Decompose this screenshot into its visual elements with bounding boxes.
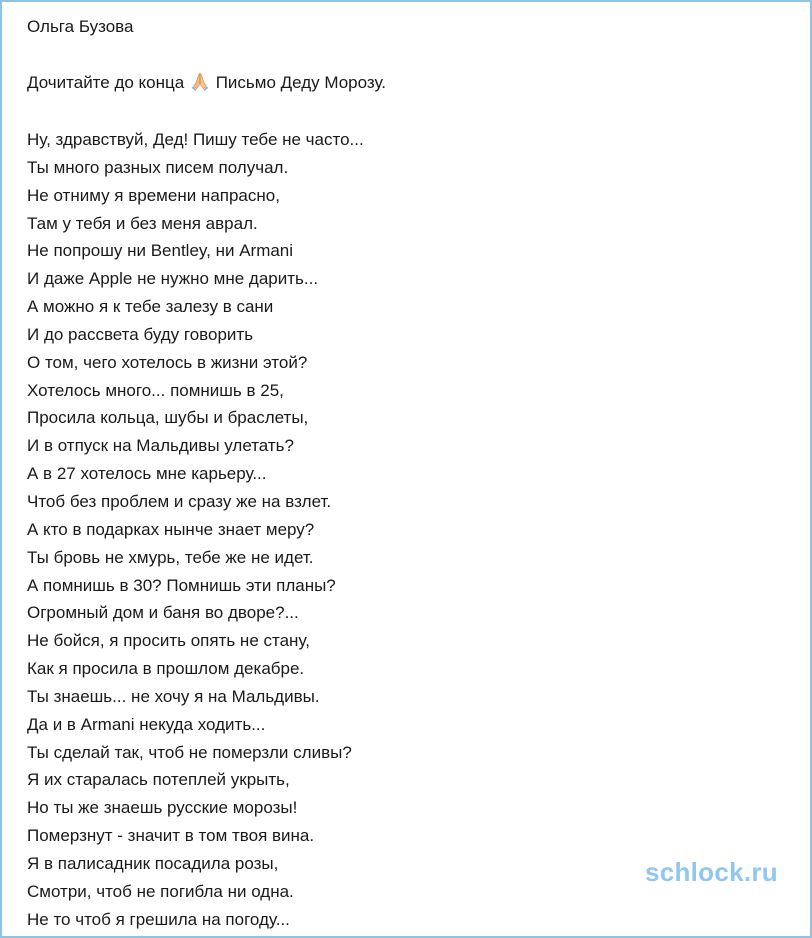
poem-line: Но ты же знаешь русские морозы! bbox=[27, 798, 298, 818]
poem-line: Не бойся, я просить опять не стану, bbox=[27, 631, 310, 651]
poem-line: Не то чтоб я грешила на погоду... bbox=[27, 909, 290, 929]
watermark: schlock.ru bbox=[644, 857, 778, 887]
post-content bbox=[27, 13, 797, 933]
poem-line: Я в палисадник посадила розы, bbox=[27, 853, 279, 873]
poem-line: А в 27 хотелось мне карьеру... bbox=[27, 464, 267, 484]
headline-title: Письмо Деду Морозу. bbox=[215, 73, 387, 92]
poem-line: Ты бровь не хмурь, тебе же не идет. bbox=[27, 547, 314, 567]
poem-text bbox=[27, 126, 797, 933]
poem-line: О том, чего хотелось в жизни этой? bbox=[27, 352, 308, 372]
poem-line: Я их старалась потеплей укрыть, bbox=[27, 770, 290, 790]
poem-line: Ты сделай так, чтоб не померзли сливы? bbox=[27, 742, 352, 762]
post-author: Ольга Бузова bbox=[27, 17, 134, 36]
poem-line: А кто в подарках нынче знает меру? bbox=[27, 519, 315, 539]
poem-line: И даже Apple не нужно мне дарить... bbox=[27, 269, 319, 289]
poem-line: Как я просила в прошлом декабре. bbox=[27, 659, 305, 679]
headline-text: Дочитайте до конца bbox=[27, 73, 185, 92]
poem-line: Ты знаешь... не хочу я на Мальдивы. bbox=[27, 686, 320, 706]
poem-line: Не отниму я времени напрасно, bbox=[27, 185, 280, 205]
poem-line: Там у тебя и без меня аврал. bbox=[27, 213, 258, 233]
poem-line: А помнишь в 30? Помнишь эти планы? bbox=[27, 575, 336, 595]
poem-line: И в отпуск на Мальдивы улетать? bbox=[27, 436, 294, 456]
poem-line: Хотелось много... помнишь в 25, bbox=[27, 380, 284, 400]
poem-line: Смотри, чтоб не погибла ни одна. bbox=[27, 881, 294, 901]
poem-line: А можно я к тебе залезу в сани bbox=[27, 297, 274, 317]
poem-line: Ты много разных писем получал. bbox=[27, 157, 289, 177]
poem-line: Не попрошу ни Bentley, ни Armani bbox=[27, 241, 294, 261]
poem-line: Чтоб без проблем и сразу же на взлет. bbox=[27, 491, 332, 511]
poem-line: Померзнут - значит в том твоя вина. bbox=[27, 826, 315, 846]
poem-line: Да и в Armani некуда ходить... bbox=[27, 714, 266, 734]
praying-hands-icon bbox=[190, 71, 210, 91]
poem-line: Огромный дом и баня во дворе?... bbox=[27, 603, 299, 623]
poem-line: Ну, здравствуй, Дед! Пишу тебе не часто... bbox=[27, 130, 364, 149]
post-headline bbox=[27, 69, 797, 97]
poem-line: И до рассвета буду говорить bbox=[27, 324, 254, 344]
poem-line: Просила кольца, шубы и браслеты, bbox=[27, 408, 309, 428]
